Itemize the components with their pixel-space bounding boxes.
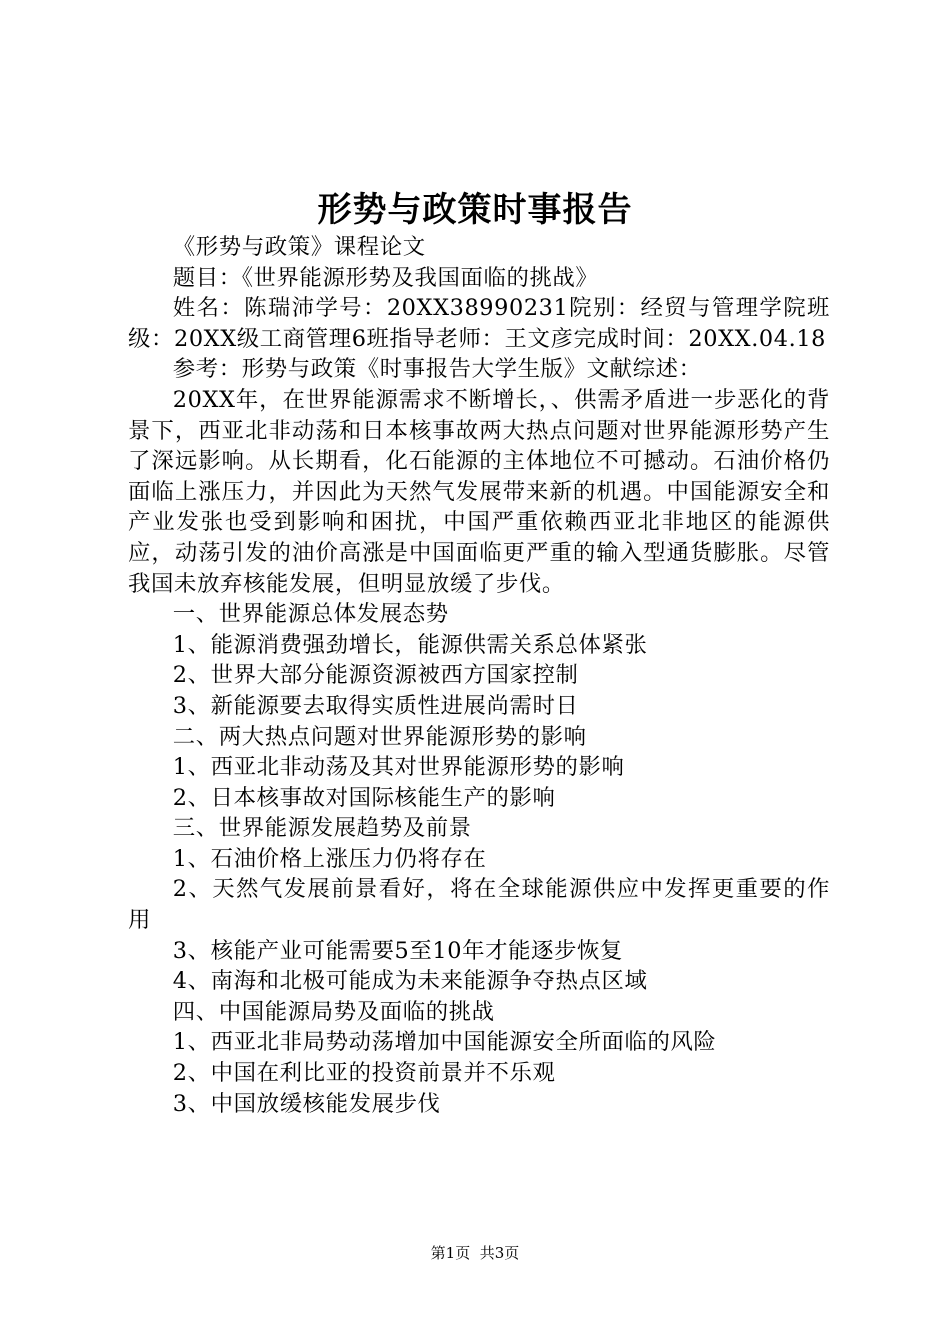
- section-heading-4: 四、中国能源局势及面临的挑战: [172, 998, 495, 1025]
- paragraph-reference: 参考：形势与政策《时事报告大学生版》文献综述：: [172, 356, 702, 383]
- list-item: 3、新能源要去取得实质性进展尚需时日: [172, 692, 579, 719]
- page-total: 共3页: [479, 1244, 520, 1262]
- list-item: 1、石油价格上涨压力仍将存在: [172, 845, 487, 872]
- page-number: 第1页: [430, 1244, 471, 1262]
- paragraph-course: 《形势与政策》课程论文: [172, 234, 426, 260]
- paragraph-topic: 题目：《世界能源形势及我国面临的挑战》: [172, 264, 599, 291]
- document-body: [128, 232, 830, 1119]
- list-item: 1、西亚北非局势动荡增加中国能源安全所面临的风险: [172, 1029, 717, 1056]
- list-item: 3、中国放缓核能发展步伐: [172, 1090, 441, 1117]
- page-footer: [0, 1242, 950, 1264]
- list-item: 1、能源消费强劲增长，能源供需关系总体紧张: [172, 631, 648, 658]
- paragraph-author-info: 姓名：陈瑞沛学号：20XX38990231院别：经贸与管理学院班级：20XX级工商管理6班指导老师：王文彦完成时间：20XX.04.18: [128, 295, 830, 352]
- list-item: 3、核能产业可能需要5至10年才能逐步恢复: [172, 937, 624, 964]
- document-title: 形势与政策时事报告: [317, 190, 633, 230]
- paragraph-summary: 20XX年，在世界能源需求不断增长，、供需矛盾进一步恶化的背景下，西亚北非动荡和日本核事故两大热点问题对世界能源形势产生了深远影响。从长期看，化石能源的主体地位不可撼动。石油价格仍面临上涨压力，并因此为天然气发展带来新的机遇。中国能源安全和产业发张也受到影响和困扰，中国严重依赖西亚北非地区的能源供应，动荡引发的油价高涨是中国面临更严重的输入型通货膨胀。尽管我国未放弃核能发展，但明显放缓了步伐。: [128, 386, 830, 597]
- section-heading-3: 三、世界能源发展趋势及前景: [172, 815, 472, 842]
- list-item: 4、南海和北极可能成为未来能源争夺热点区域: [172, 968, 648, 995]
- list-item: 2、日本核事故对国际核能生产的影响: [172, 784, 556, 811]
- section-heading-2: 二、两大热点问题对世界能源形势的影响: [172, 723, 587, 750]
- section-heading-1: 一、世界能源总体发展态势: [172, 601, 449, 628]
- list-item: 2、中国在利比亚的投资前景并不乐观: [172, 1060, 556, 1087]
- list-item: 2、世界大部分能源资源被西方国家控制: [172, 662, 579, 689]
- list-item: 2、天然气发展前景看好，将在全球能源供应中发挥更重要的作用: [128, 876, 830, 934]
- list-item: 1、西亚北非动荡及其对世界能源形势的影响: [172, 754, 625, 781]
